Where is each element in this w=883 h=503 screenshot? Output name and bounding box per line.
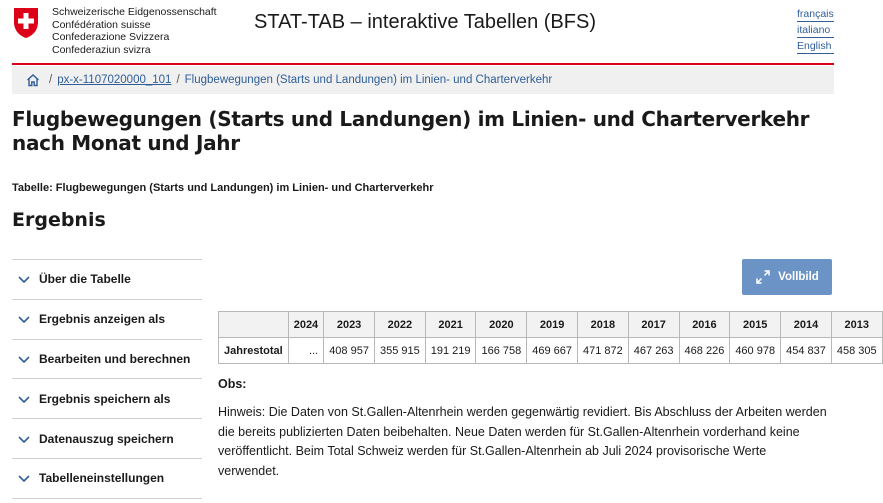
result-table — [218, 311, 883, 364]
confederation-line: Confederaziun svizra — [52, 43, 151, 56]
language-link-en[interactable]: English — [797, 39, 834, 54]
fullscreen-button[interactable] — [742, 259, 832, 295]
column-header-year: 2015 — [730, 312, 781, 338]
expand-icon — [755, 269, 771, 285]
result-table-scroll-area[interactable] — [218, 311, 877, 365]
accordion-item-table-settings[interactable] — [12, 459, 202, 499]
column-header-year: 2018 — [578, 312, 629, 338]
table-cell: 469 667 — [527, 338, 578, 364]
table-cell: 468 226 — [679, 338, 730, 364]
breadcrumb-separator: / — [176, 74, 180, 86]
column-header-year: 2023 — [324, 312, 375, 338]
table-caption: Tabelle: Flugbewegungen (Starts und Landungen) im Linien- und Charterverkehr — [12, 182, 434, 194]
column-header-year: 2017 — [628, 312, 679, 338]
column-header-year: 2013 — [831, 312, 882, 338]
row-header: Jahrestotal — [219, 338, 289, 364]
confederation-line: Schweizerische Eidgenossenschaft — [52, 6, 217, 18]
table-cell: 467 263 — [628, 338, 679, 364]
accordion-item-edit-calculate[interactable] — [12, 340, 202, 380]
header-divider — [12, 63, 834, 65]
language-link-it[interactable]: italiano — [797, 23, 834, 38]
accordion-item-label: Ergebnis anzeigen als — [39, 312, 166, 327]
chevron-down-icon — [17, 473, 31, 483]
data-revision-note: Hinweis: Die Daten von St.Gallen-Altenrhein werden gegenwärtig revidiert. Bis Abschluss der Arbeiten werden die bereits publizierten Daten beibehalten. Neue Daten werden für St.Gallen-Altenrhein vorderhand keine veröffentlicht. Beim Total Schweiz werden für St.Gallen-Altenrhein ab Juli 2024 provisorische Werte verwendet. — [218, 405, 827, 478]
table-cell: 454 837 — [781, 338, 832, 364]
column-header-year: 2021 — [425, 312, 476, 338]
accordion-item-label: Über die Tabelle — [39, 272, 131, 287]
column-header-year: 2014 — [781, 312, 832, 338]
page-title: Flugbewegungen (Starts und Landungen) im Linien- und Charterverkehr nach Monat und Jahr — [12, 107, 810, 155]
table-row — [219, 338, 883, 364]
fullscreen-button-label: Vollbild — [778, 271, 819, 283]
accordion-item-label: Bearbeiten und berechnen — [39, 351, 191, 366]
language-link-fr[interactable]: français — [797, 8, 834, 20]
breadcrumb-item-table-id[interactable]: px-x-1107020000_101 — [57, 74, 172, 86]
chevron-down-icon — [17, 314, 31, 324]
column-header-year: 2016 — [679, 312, 730, 338]
accordion-item-label: Tabelleneinstellungen — [39, 471, 165, 486]
accordion-item-save-result[interactable] — [12, 379, 202, 419]
table-header-row — [219, 312, 883, 338]
table-cell: 458 305 — [831, 338, 882, 364]
column-header-year: 2024 — [288, 312, 323, 338]
confederation-line: Confédération suisse — [52, 18, 151, 31]
chevron-down-icon — [17, 394, 31, 404]
result-heading: Ergebnis — [12, 209, 106, 231]
app-title: STAT-TAB – interaktive Tabellen (BFS) — [254, 11, 596, 33]
accordion-item-label: Ergebnis speichern als — [39, 391, 171, 406]
column-header-year: 2020 — [476, 312, 527, 338]
home-icon[interactable] — [26, 73, 40, 87]
accordion-item-save-extract[interactable] — [12, 419, 202, 459]
table-cell: 471 872 — [578, 338, 629, 364]
accordion-item-about-table[interactable] — [12, 260, 202, 300]
chevron-down-icon — [17, 354, 31, 364]
accordion-item-label: Datenauszug speichern — [39, 431, 174, 446]
swiss-coat-of-arms-icon[interactable] — [12, 7, 40, 39]
breadcrumb-item-current[interactable]: Flugbewegungen (Starts und Landungen) im Linien- und Charterverkehr — [184, 74, 553, 86]
breadcrumb — [12, 66, 834, 94]
table-cell: 166 758 — [476, 338, 527, 364]
column-header-year: 2022 — [374, 312, 425, 338]
column-header-year: 2019 — [527, 312, 578, 338]
table-corner-cell — [219, 312, 289, 338]
options-accordion — [12, 259, 202, 499]
site-header — [0, 0, 875, 66]
table-cell: 408 957 — [324, 338, 375, 364]
breadcrumb-separator: / — [49, 74, 53, 86]
language-switcher — [797, 7, 834, 55]
table-cell: 355 915 — [374, 338, 425, 364]
chevron-down-icon — [17, 434, 31, 444]
accordion-item-display-as[interactable] — [12, 300, 202, 340]
table-cell: 460 978 — [730, 338, 781, 364]
confederation-name — [52, 6, 217, 56]
obs-label: Obs: — [218, 377, 247, 391]
table-cell: ... — [288, 338, 323, 364]
table-cell: 191 219 — [425, 338, 476, 364]
confederation-line: Confederazione Svizzera — [52, 31, 170, 43]
chevron-down-icon — [17, 274, 31, 284]
